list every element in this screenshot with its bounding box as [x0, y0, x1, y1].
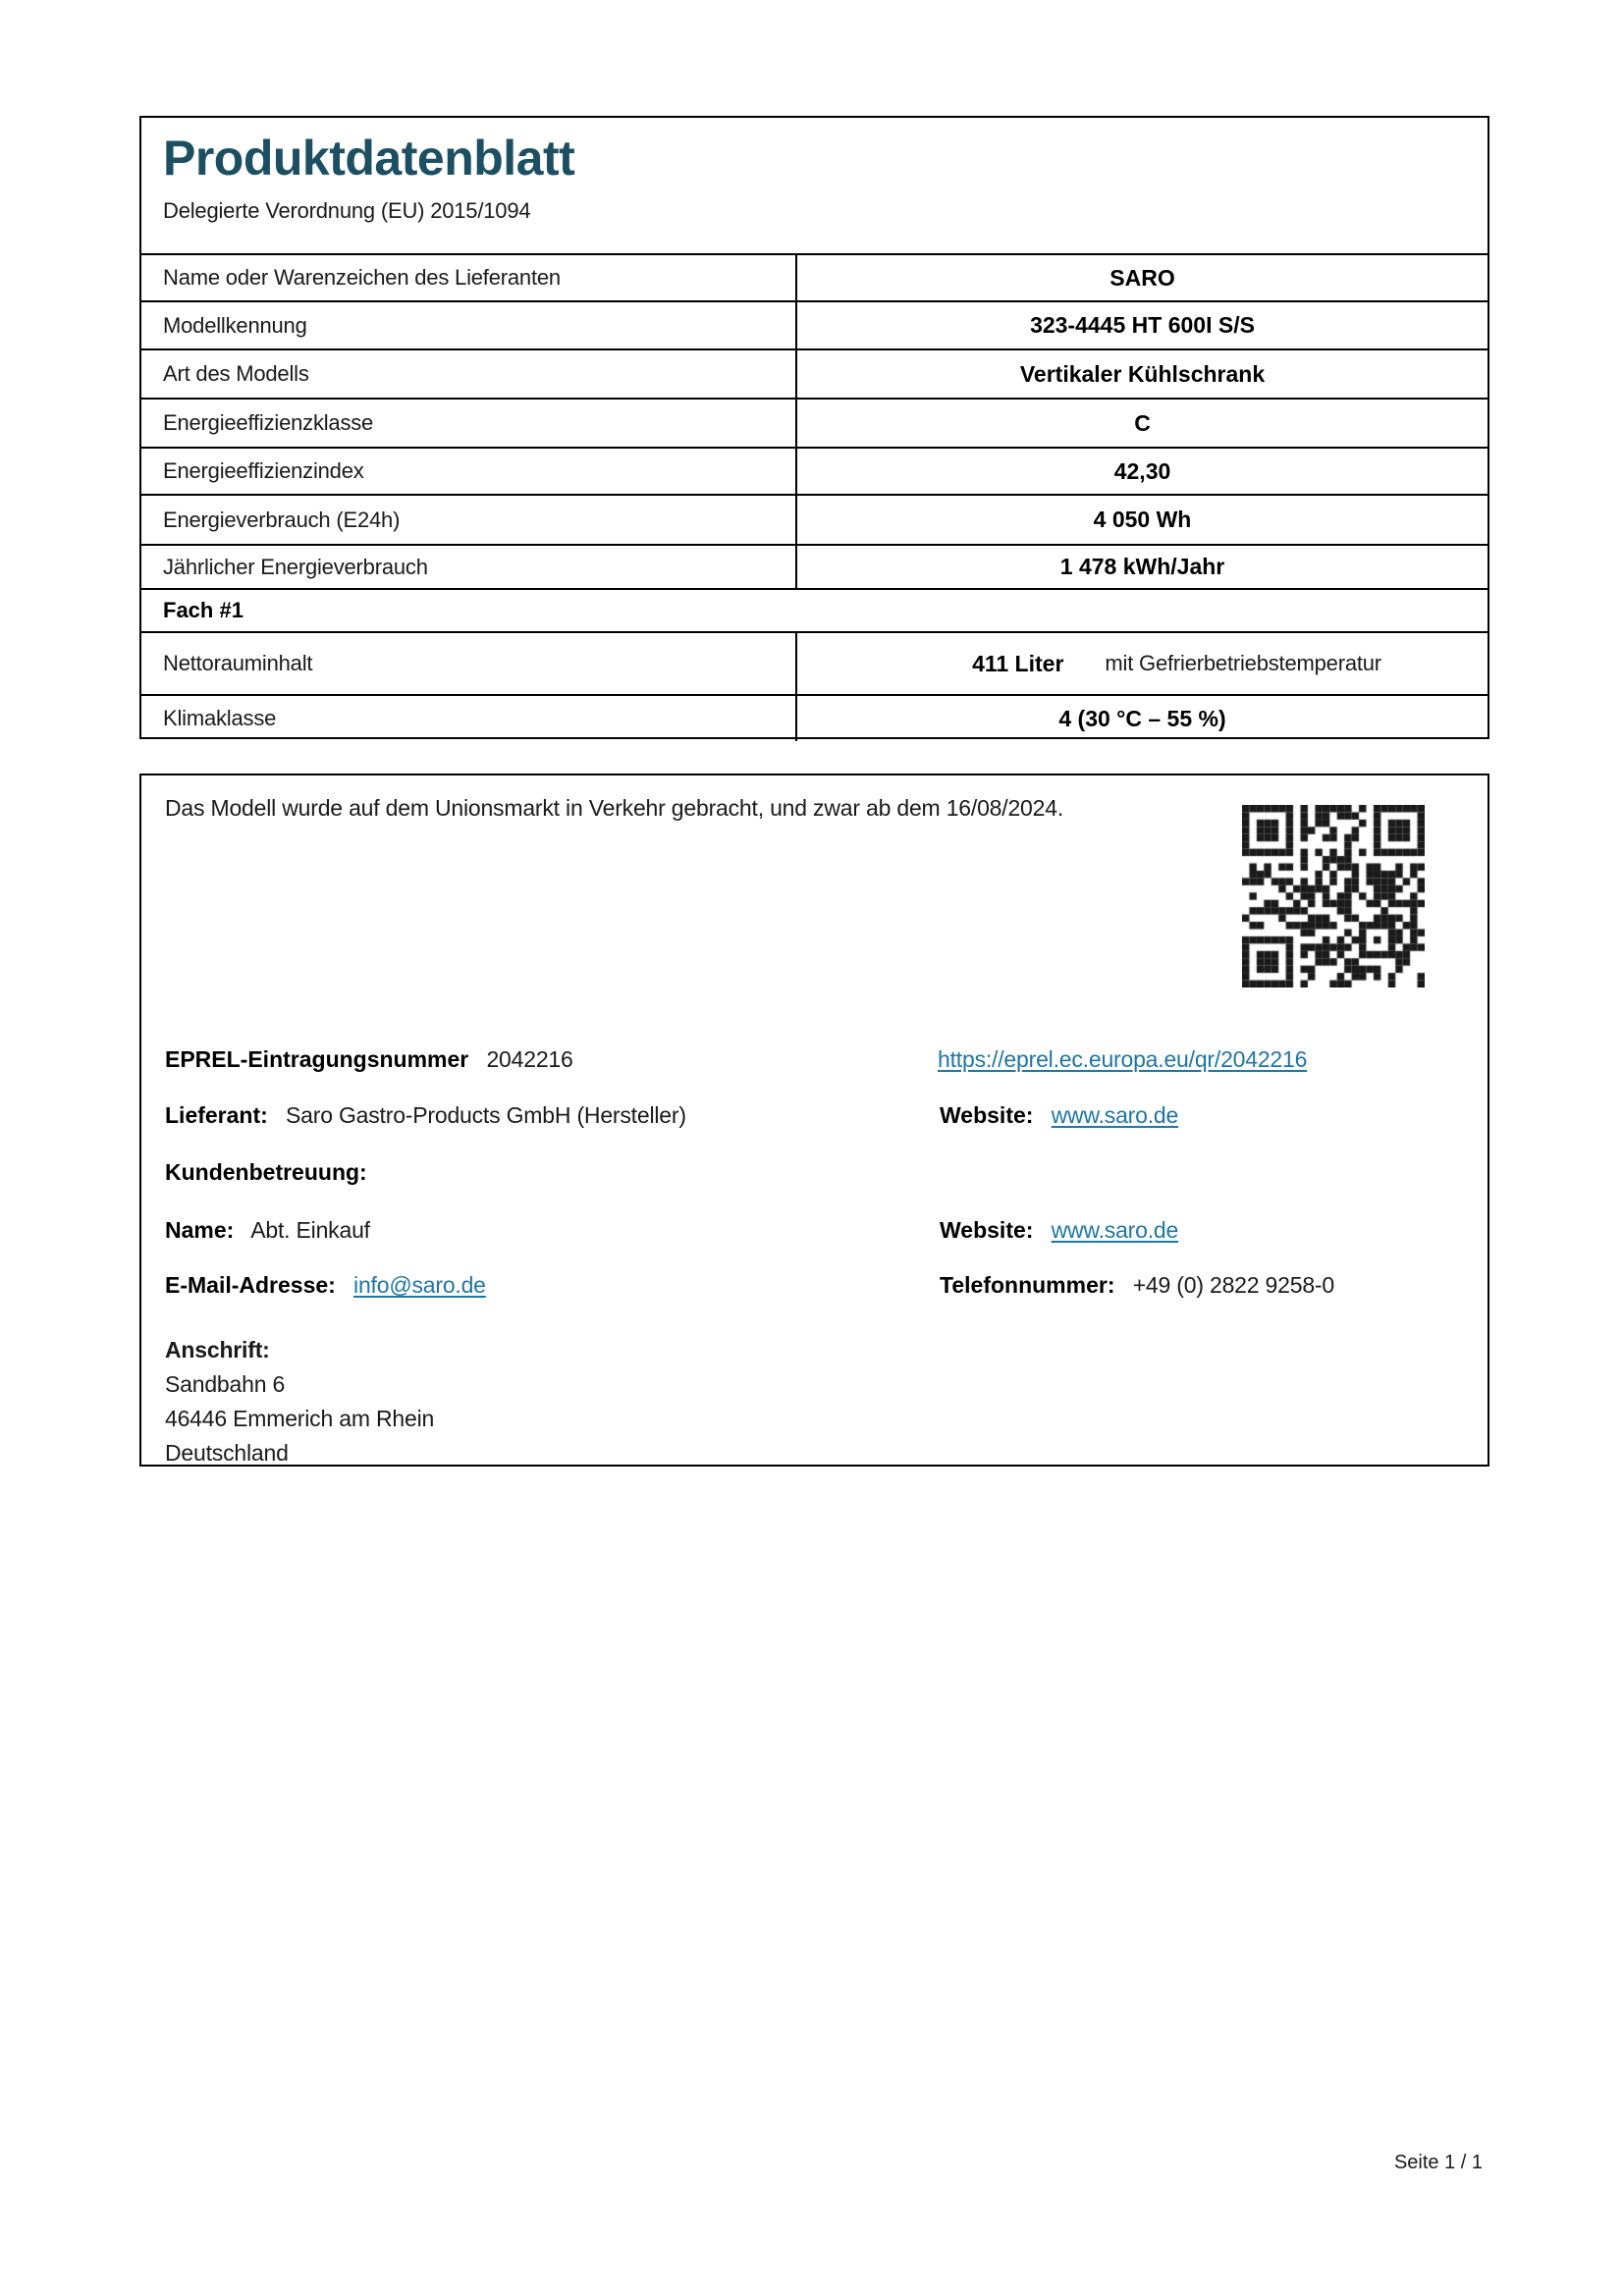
- row-value: SARO: [1109, 264, 1175, 291]
- row-value: 1 478 kWh/Jahr: [1059, 554, 1225, 579]
- row-value: 323-4445 HT 600I S/S: [1030, 312, 1255, 338]
- market-info-box: [139, 774, 1489, 1467]
- address-block: [165, 1333, 434, 1470]
- eprel-link[interactable]: https://eprel.ec.europa.eu/qr/2042216: [938, 1046, 1308, 1072]
- address-line: Deutschland: [165, 1440, 289, 1466]
- section-header-fach-1: Fach #1: [141, 588, 1488, 631]
- row-label: Art des Modells: [141, 350, 797, 398]
- row-label: Energieverbrauch (E24h): [141, 496, 797, 544]
- website-link[interactable]: www.saro.de: [1051, 1217, 1179, 1243]
- supplier-value: Saro Gastro-Products GmbH (Hersteller): [286, 1102, 686, 1128]
- phone-line: [940, 1272, 1334, 1299]
- contact-name-line: [165, 1217, 370, 1244]
- address-label: Anschrift:: [165, 1337, 270, 1362]
- email-line: [165, 1272, 486, 1299]
- table-row: [141, 253, 1488, 300]
- address-line: Sandbahn 6: [165, 1371, 286, 1397]
- table-row: [141, 494, 1488, 544]
- row-label: Jährlicher Energieverbrauch: [141, 546, 797, 588]
- website-line-1: [940, 1102, 1178, 1129]
- phone-label: Telefonnummer:: [940, 1272, 1115, 1298]
- email-link[interactable]: info@saro.de: [353, 1272, 486, 1298]
- row-value: 42,30: [1113, 457, 1171, 484]
- table-row: [141, 300, 1488, 348]
- net-volume-value: 411 Liter: [972, 650, 1064, 676]
- row-value: [797, 633, 1488, 694]
- table-row: [141, 631, 1488, 694]
- row-label: Energieeffizienzklasse: [141, 400, 797, 447]
- address-line: 46446 Emmerich am Rhein: [165, 1406, 435, 1431]
- document-header: [141, 118, 1488, 253]
- row-value: Vertikaler Kühlschrank: [1019, 360, 1266, 387]
- table-row: [141, 348, 1488, 398]
- row-value: 4 050 Wh: [1093, 507, 1192, 532]
- eprel-number-line: [165, 1046, 573, 1073]
- table-row: [141, 694, 1488, 741]
- product-datasheet-box: [139, 116, 1489, 739]
- row-label: Klimaklasse: [141, 696, 797, 741]
- table-row: [141, 544, 1488, 588]
- email-label: E-Mail-Adresse:: [165, 1272, 336, 1298]
- page-title: Produktdatenblatt: [163, 131, 575, 186]
- table-row: [141, 398, 1488, 447]
- table-row: [141, 447, 1488, 494]
- website-label: Website:: [940, 1217, 1034, 1243]
- row-value: 4 (30 °C – 55 %): [1058, 705, 1226, 731]
- regulation-subtitle: Delegierte Verordnung (EU) 2015/1094: [163, 198, 531, 223]
- market-statement: Das Modell wurde auf dem Unionsmarkt in Verkehr gebracht, und zwar ab dem 16/08/2024.: [165, 795, 1064, 821]
- website-line-2: [940, 1217, 1178, 1244]
- website-link[interactable]: www.saro.de: [1051, 1102, 1179, 1128]
- eprel-label: EPREL-Eintragungsnummer: [165, 1046, 469, 1072]
- page-number: Seite 1 / 1: [1393, 2152, 1483, 2173]
- qr-code: [1242, 805, 1425, 988]
- net-volume-note: mit Gefrierbetriebstemperatur: [1105, 651, 1381, 675]
- supplier-line: [165, 1102, 686, 1129]
- row-label: Energieeffizienzindex: [141, 449, 797, 494]
- contact-name-label: Name:: [165, 1217, 235, 1243]
- row-label: Modellkennung: [141, 302, 797, 348]
- supplier-label: Lieferant:: [165, 1102, 268, 1128]
- row-label: Name oder Warenzeichen des Lieferanten: [141, 255, 797, 300]
- eprel-link-line: [938, 1046, 1307, 1073]
- row-label: Nettorauminhalt: [141, 633, 797, 694]
- phone-value: +49 (0) 2822 9258-0: [1132, 1272, 1334, 1298]
- website-label: Website:: [940, 1102, 1034, 1128]
- support-heading: Kundenbetreuung:: [165, 1159, 367, 1185]
- eprel-number: 2042216: [486, 1046, 573, 1072]
- row-value: C: [1134, 409, 1151, 436]
- contact-name-value: Abt. Einkauf: [250, 1217, 370, 1243]
